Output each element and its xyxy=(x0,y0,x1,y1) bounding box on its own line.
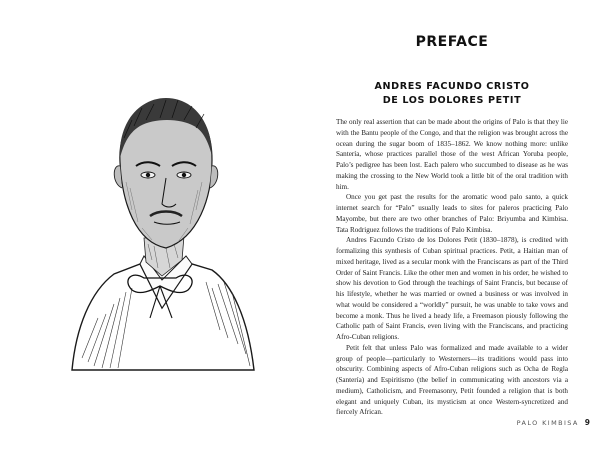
paragraph: Andres Facundo Cristo de los Dolores Petit (1830–1878), is credited with formalizing this synthesis of Cuban spiritual practices. Petit, a Haitian man of mixed heritage, lived as a secular monk with the Franciscans as part of the Third Order of Saint Francis. Like the other men and women in his order, he wished to show his devotion to God through the teachings of Saint Francis, but because of his lifestyle, whether he was married or owned a business or was involved in what would be considered a “worldly” pursuit, he was unable to take vows and become a monk. Thus he lived a heady life, a Freemason piously following the Catholic path of Saint Francis, even living with the Franciscans, and practicing Afro-Cuban religions. xyxy=(336,236,568,341)
page-number: 9 xyxy=(584,418,590,427)
paragraph: The only real assertion that can be made about the origins of Palo is that they lie with the Bantu people of the Congo, and that the religion was brought across the ocean during the sugar boom of 1835–1862. We know nothing more: unlike Santería, whose practices parallel those of the west African Yoruba people, Palo’s pedigree has been lost. Each palero who succumbed to disease as he was making the crossing to the New World took a little bit of the oral tradition with him. xyxy=(336,118,568,191)
section-label: PREFACE xyxy=(415,34,489,50)
paragraph: Petit felt that unless Palo was formalized and made available to a wider group of people—particularly to Westerners—its traditions would pass into obscurity. Combining aspects of Afro-Cuban religions such as Ocha de Regla (Santería) and Espiritismo (the belief in communicating with ancestors via a medium), Catholicism, and Freemasonry, Petit founded a religion that is both elegant and uniquely Cuban, its mysticism at once Western-syncretized and fiercely African. xyxy=(336,343,568,417)
portrait-illustration xyxy=(62,78,262,378)
chapter-heading xyxy=(336,80,568,108)
heading-line-1: ANDRES FACUNDO CRISTO xyxy=(374,81,530,92)
body-text xyxy=(336,117,568,418)
running-head: PALO KIMBISA xyxy=(516,419,579,427)
page-footer xyxy=(480,418,590,427)
heading-line-2: DE LOS DOLORES PETIT xyxy=(382,95,522,106)
paragraph: Once you get past the results for the aromatic wood palo santo, a quick internet search for “Palo” usually leads to sites for paleros practicing Palo Mayombe, but there are two other branches of Palo: Briyumba and Kimbisa. Tata Rodriguez follows the traditions of Palo Kimbisa. xyxy=(336,193,568,234)
